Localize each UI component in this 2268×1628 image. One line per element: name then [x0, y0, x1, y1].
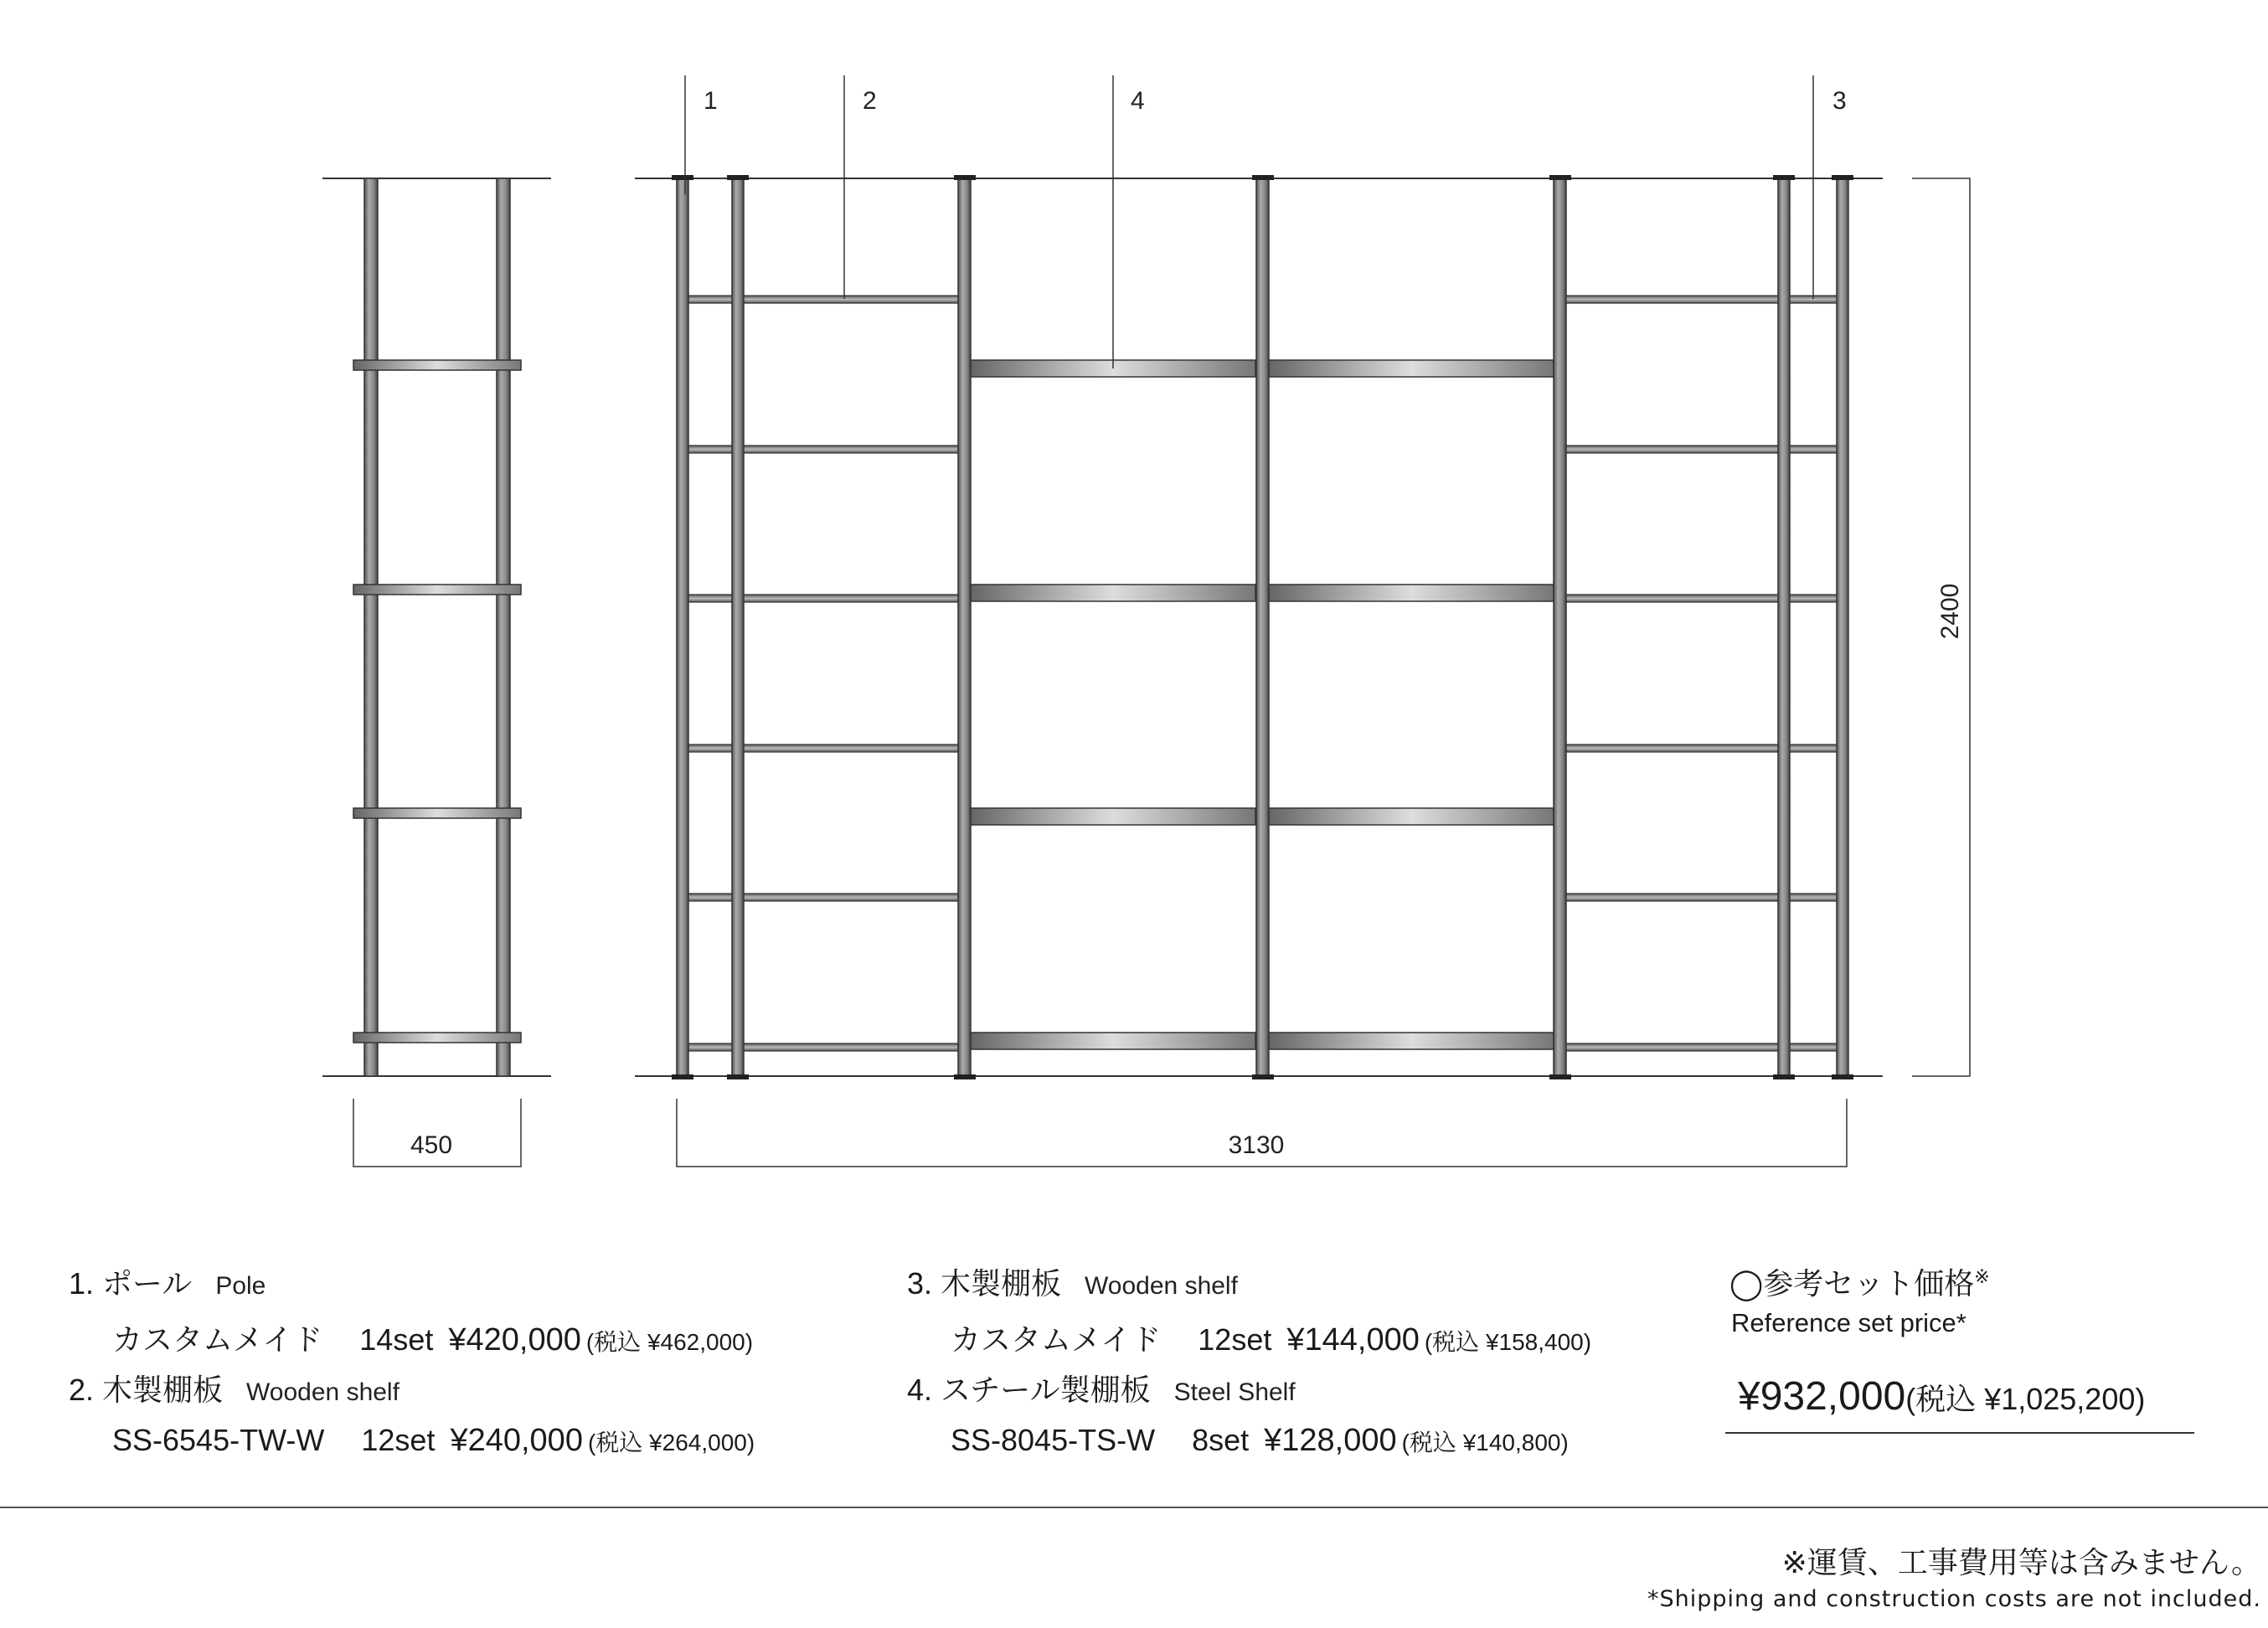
pole — [1256, 178, 1269, 1076]
wood-shelf — [1564, 296, 1838, 303]
footer-note-jp: ※運賃、工事費用等は含みません。 — [1781, 1545, 2261, 1579]
width-dimension-label: 3130 — [1228, 1131, 1285, 1159]
part-4 — [907, 1367, 1569, 1459]
callout-1: 1 — [704, 87, 718, 115]
pole — [1837, 178, 1848, 1076]
reference-price-tax: (税込 ¥1,025,200) — [1905, 1382, 2146, 1416]
callout-2: 2 — [863, 87, 877, 115]
steel-shelf — [1269, 360, 1554, 377]
part-price: ¥128,000 — [1264, 1423, 1397, 1458]
side-shelf — [353, 808, 521, 818]
wood-shelf — [1564, 446, 1838, 453]
wood-shelf — [1564, 744, 1838, 752]
part-model: SS-6545-TW-W — [112, 1423, 325, 1457]
part-tax: (税込 ¥462,000) — [585, 1329, 754, 1355]
footer-divider — [0, 1507, 2268, 1508]
wood-shelf — [688, 744, 958, 752]
wood-shelf — [688, 595, 958, 602]
part-en: Pole — [215, 1272, 266, 1300]
part-qty: 12set — [1198, 1322, 1272, 1357]
callout-leaders — [685, 75, 1813, 368]
reference-title-text: ◯参考セット価格 — [1729, 1266, 1975, 1301]
pole — [732, 178, 744, 1076]
reference-price-value: ¥932,000 — [1738, 1374, 1906, 1419]
wood-shelf — [688, 894, 958, 901]
part-price: ¥240,000 — [450, 1423, 583, 1458]
part-label: 1. ポール — [69, 1266, 193, 1301]
callout-3: 3 — [1832, 87, 1847, 115]
reference-mark: ※ — [1974, 1266, 1990, 1287]
part-label: 4. スチール製棚板 — [907, 1373, 1151, 1407]
reference-title — [1729, 1260, 1990, 1303]
side-shelves — [353, 360, 521, 1043]
steel-shelf — [1269, 808, 1554, 825]
part-model: カスタムメイド — [951, 1322, 1162, 1357]
wood-shelf — [688, 296, 958, 303]
steel-shelf — [971, 1033, 1255, 1049]
part-qty: 12set — [361, 1423, 436, 1457]
part-en: Wooden shelf — [246, 1378, 399, 1406]
side-pole-back — [497, 178, 510, 1076]
side-pole-front — [364, 178, 378, 1076]
part-price: ¥420,000 — [448, 1322, 581, 1358]
part-label: 3. 木製棚板 — [907, 1266, 1062, 1301]
reference-price — [1738, 1373, 2145, 1419]
part-3 — [907, 1260, 1591, 1359]
steel-shelf — [1269, 585, 1554, 601]
pole — [1554, 178, 1566, 1076]
part-2 — [69, 1367, 755, 1459]
side-shelf — [353, 585, 521, 595]
reference-underline — [1725, 1432, 2194, 1434]
pole — [677, 178, 688, 1076]
part-qty: 8set — [1192, 1423, 1250, 1457]
pole — [958, 178, 971, 1076]
part-model: SS-8045-TS-W — [951, 1423, 1156, 1457]
wood-shelf — [1564, 595, 1838, 602]
steel-shelf — [971, 808, 1255, 825]
part-tax: (税込 ¥158,400) — [1424, 1329, 1592, 1355]
side-shelf — [353, 1033, 521, 1043]
part-en: Wooden shelf — [1085, 1272, 1238, 1300]
callout-4: 4 — [1131, 87, 1145, 115]
steel-shelf — [1269, 1033, 1554, 1049]
wood-shelf — [1564, 1043, 1838, 1051]
reference-subtitle: Reference set price* — [1731, 1308, 1966, 1337]
part-tax: (税込 ¥140,800) — [1401, 1430, 1569, 1455]
steel-shelf — [971, 585, 1255, 601]
footer-note-en: *Shipping and construction costs are not included. — [1647, 1586, 2261, 1612]
part-tax: (税込 ¥264,000) — [587, 1430, 755, 1455]
height-dimension-label: 2400 — [1936, 583, 1964, 640]
part-en: Steel Shelf — [1173, 1378, 1296, 1406]
depth-dimension-label: 450 — [410, 1131, 453, 1159]
side-shelf — [353, 360, 521, 370]
poles — [677, 178, 1848, 1076]
wood-shelf — [1564, 894, 1838, 901]
front-view — [635, 75, 1970, 1167]
wood-shelf — [688, 1043, 958, 1051]
pole — [1778, 178, 1790, 1076]
part-label: 2. 木製棚板 — [69, 1373, 224, 1407]
part-1 — [69, 1260, 753, 1359]
part-model: カスタムメイド — [112, 1322, 323, 1357]
part-qty: 14set — [359, 1322, 434, 1357]
wood-shelf — [688, 446, 958, 453]
side-view — [322, 178, 551, 1167]
part-price: ¥144,000 — [1286, 1322, 1420, 1358]
